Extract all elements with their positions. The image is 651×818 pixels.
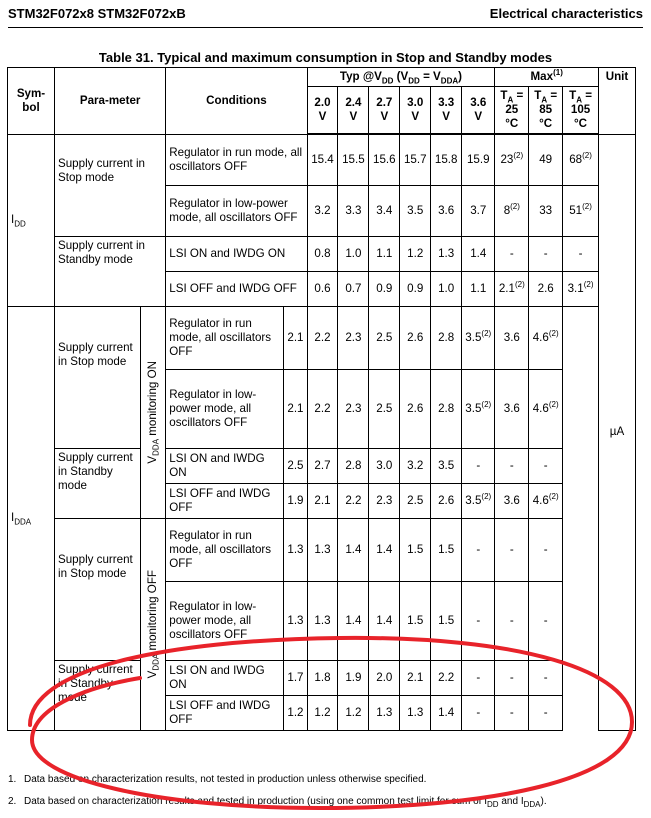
col-voltage: 3.0 V xyxy=(400,87,431,135)
typ-value: 1.5 xyxy=(400,581,431,660)
condition: Regulator in run mode, all oscillators OFF xyxy=(166,306,284,369)
col-parameter: Para-meter xyxy=(55,68,166,135)
col-voltage: 2.7 V xyxy=(369,87,400,135)
typ-value: 15.8 xyxy=(431,134,462,185)
typ-value: 0.9 xyxy=(369,271,400,306)
max-value: - xyxy=(495,518,529,581)
max-value: 8$^{(2)}$ xyxy=(495,185,529,236)
symbol-idd: $I_{DD}$ xyxy=(8,134,55,306)
page-header xyxy=(8,6,643,26)
typ-value: 0.7 xyxy=(338,271,369,306)
max-value: - xyxy=(462,581,495,660)
condition: Regulator in low-power mode, all oscillators OFF xyxy=(166,185,307,236)
max-value: 33 xyxy=(529,185,563,236)
max-value: 4.6$^{(2)}$ xyxy=(529,483,563,518)
typ-value: 3.6 xyxy=(431,185,462,236)
param-stop: Supply current in Stop mode xyxy=(55,134,166,236)
typ-value: 1.4 xyxy=(338,518,369,581)
condition: LSI OFF and IWDG OFF xyxy=(166,483,284,518)
max-value: 3.6 xyxy=(495,369,529,448)
col-temperature: $T_A$ = 85 °C xyxy=(529,87,563,135)
typ-value: 3.7 xyxy=(462,185,495,236)
typ-value: 2.6 xyxy=(400,369,431,448)
typ-value: 1.3 xyxy=(431,236,462,271)
max-value: 2.6 xyxy=(529,271,563,306)
monitoring-label: $V_{DDA}$ monitoring OFF xyxy=(141,518,166,730)
typ-value: 1.4 xyxy=(338,581,369,660)
typ-value: 1.3 xyxy=(400,695,431,730)
col-unit: Unit xyxy=(599,68,636,135)
consumption-table xyxy=(7,67,636,731)
monitoring-label: $V_{DDA}$ monitoring ON xyxy=(141,306,166,518)
typ-value: 1.1 xyxy=(462,271,495,306)
col-voltage: 3.6 V xyxy=(462,87,495,135)
col-temperature: $T_A$ = 105 °C xyxy=(563,87,599,135)
max-value: - xyxy=(462,518,495,581)
col-voltage: 2.0 V xyxy=(307,87,338,135)
max-value: 3.5$^{(2)}$ xyxy=(462,483,495,518)
typ-value: 2.8 xyxy=(338,448,369,483)
max-value: - xyxy=(529,695,563,730)
param-standby: Supply current in Standby mode xyxy=(55,660,141,730)
typ-value: 1.5 xyxy=(431,581,462,660)
typ-value: 0.6 xyxy=(307,271,338,306)
max-value: 3.5$^{(2)}$ xyxy=(462,306,495,369)
typ-value: 15.9 xyxy=(462,134,495,185)
table-caption: Table 31. Typical and maximum consumption in Stop and Standby modes xyxy=(98,50,553,65)
condition: Regulator in run mode, all oscillators OFF xyxy=(166,134,307,185)
typ-value: 1.2 xyxy=(284,695,307,730)
max-value: - xyxy=(462,660,495,695)
typ-value: 2.7 xyxy=(307,448,338,483)
typ-value: 3.0 xyxy=(369,448,400,483)
typ-value: 1.4 xyxy=(369,581,400,660)
typ-value: 1.4 xyxy=(431,695,462,730)
header-section-title: Electrical characteristics xyxy=(489,6,643,21)
max-value: - xyxy=(495,695,529,730)
typ-value: 2.8 xyxy=(431,369,462,448)
typ-value: 1.1 xyxy=(369,236,400,271)
param-standby: Supply current in Standby mode xyxy=(55,236,166,306)
typ-value: 3.5 xyxy=(431,448,462,483)
typ-value: 2.3 xyxy=(369,483,400,518)
table-row xyxy=(8,236,636,271)
max-value: 2.1$^{(2)}$ xyxy=(495,271,529,306)
typ-value: 1.2 xyxy=(307,695,338,730)
typ-value: 2.3 xyxy=(338,369,369,448)
condition: LSI ON and IWDG ON xyxy=(166,236,307,271)
max-value: 4.6$^{(2)}$ xyxy=(529,369,563,448)
typ-value: 3.3 xyxy=(338,185,369,236)
max-value: - xyxy=(462,695,495,730)
typ-value: 2.0 xyxy=(369,660,400,695)
max-value: 51$^{(2)}$ xyxy=(563,185,599,236)
max-value: 4.6$^{(2)}$ xyxy=(529,306,563,369)
condition: Regulator in low-power mode, all oscillators OFF xyxy=(166,369,284,448)
condition: Regulator in low-power mode, all oscillators OFF xyxy=(166,581,284,660)
max-value: - xyxy=(529,236,563,271)
typ-value: 1.7 xyxy=(284,660,307,695)
col-voltage: 3.3 V xyxy=(431,87,462,135)
max-value: 3.1$^{(2)}$ xyxy=(563,271,599,306)
max-value: - xyxy=(529,660,563,695)
typ-value: 2.3 xyxy=(338,306,369,369)
typ-value: 0.8 xyxy=(307,236,338,271)
typ-value: 2.1 xyxy=(400,660,431,695)
col-typ: Typ $@V_{DD}$ $(V_{DD} = V_{DDA})$ xyxy=(307,68,495,87)
typ-value: 1.5 xyxy=(400,518,431,581)
max-value: - xyxy=(495,660,529,695)
header-rule xyxy=(8,27,643,28)
typ-value: 1.0 xyxy=(338,236,369,271)
typ-value: 1.9 xyxy=(338,660,369,695)
typ-value: 3.2 xyxy=(400,448,431,483)
col-symbol: Sym-bol xyxy=(8,68,55,135)
condition: LSI OFF and IWDG OFF xyxy=(166,271,307,306)
max-value: - xyxy=(495,448,529,483)
header-part-number: STM32F072x8 STM32F072xB xyxy=(8,6,186,21)
typ-value: 2.1 xyxy=(284,306,307,369)
typ-value: 3.2 xyxy=(307,185,338,236)
typ-value: 1.4 xyxy=(462,236,495,271)
table-row xyxy=(8,660,636,695)
typ-value: 15.5 xyxy=(338,134,369,185)
typ-value: 1.3 xyxy=(284,581,307,660)
footnotes xyxy=(8,769,547,813)
typ-value: 1.8 xyxy=(307,660,338,695)
max-value: 23$^{(2)}$ xyxy=(495,134,529,185)
typ-value: 1.3 xyxy=(369,695,400,730)
typ-value: 2.2 xyxy=(307,369,338,448)
typ-value: 1.9 xyxy=(284,483,307,518)
typ-value: 3.4 xyxy=(369,185,400,236)
typ-value: 2.2 xyxy=(431,660,462,695)
col-conditions: Conditions xyxy=(166,68,307,135)
typ-value: 2.5 xyxy=(284,448,307,483)
param-stop: Supply current in Stop mode xyxy=(55,306,141,448)
table-row xyxy=(8,134,636,185)
typ-value: 1.3 xyxy=(284,518,307,581)
table-row xyxy=(8,448,636,483)
table-row xyxy=(8,306,636,369)
typ-value: 1.5 xyxy=(431,518,462,581)
max-value: 3.6 xyxy=(495,483,529,518)
typ-value: 15.4 xyxy=(307,134,338,185)
param-standby: Supply current in Standby mode xyxy=(55,448,141,518)
max-value: 3.5$^{(2)}$ xyxy=(462,369,495,448)
max-value: - xyxy=(529,581,563,660)
typ-value: 2.5 xyxy=(369,306,400,369)
typ-value: 1.0 xyxy=(431,271,462,306)
footnote-2: 2. Data based on characterization results and tested in production (using one common test limit for sum of $I_{DD}$ and $I_{DDA}$). xyxy=(8,796,547,809)
typ-value: 2.6 xyxy=(400,306,431,369)
typ-value: 2.1 xyxy=(284,369,307,448)
typ-value: 3.5 xyxy=(400,185,431,236)
table-row xyxy=(8,518,636,581)
typ-value: 1.2 xyxy=(338,695,369,730)
condition: LSI ON and IWDG ON xyxy=(166,660,284,695)
condition: Regulator in run mode, all oscillators OFF xyxy=(166,518,284,581)
max-value: 3.6 xyxy=(495,306,529,369)
max-value: - xyxy=(563,236,599,271)
max-value: - xyxy=(495,581,529,660)
typ-value: 1.2 xyxy=(400,236,431,271)
typ-value: 0.9 xyxy=(400,271,431,306)
col-voltage: 2.4 V xyxy=(338,87,369,135)
max-value: - xyxy=(495,236,529,271)
typ-value: 2.6 xyxy=(431,483,462,518)
condition: LSI ON and IWDG ON xyxy=(166,448,284,483)
typ-value: 2.8 xyxy=(431,306,462,369)
typ-value: 1.4 xyxy=(369,518,400,581)
max-value: 68$^{(2)}$ xyxy=(563,134,599,185)
max-value: - xyxy=(462,448,495,483)
typ-value: 2.2 xyxy=(338,483,369,518)
typ-value: 1.3 xyxy=(307,581,338,660)
typ-value: 1.3 xyxy=(307,518,338,581)
typ-value: 15.6 xyxy=(369,134,400,185)
col-max: Max$^{(1)}$ xyxy=(495,68,599,87)
typ-value: 15.7 xyxy=(400,134,431,185)
col-temperature: $T_A$ = 25 °C xyxy=(495,87,529,135)
max-value: - xyxy=(529,518,563,581)
typ-value: 2.2 xyxy=(307,306,338,369)
symbol-idda: $I_{DDA}$ xyxy=(8,306,55,730)
typ-value: 2.5 xyxy=(400,483,431,518)
unit-value: µA xyxy=(599,134,636,730)
condition: LSI OFF and IWDG OFF xyxy=(166,695,284,730)
typ-value: 2.5 xyxy=(369,369,400,448)
max-value: - xyxy=(529,448,563,483)
footnote-1: 1. Data based on characterization results, not tested in production unless otherwise specified. xyxy=(8,774,427,785)
typ-value: 2.1 xyxy=(307,483,338,518)
max-value: 49 xyxy=(529,134,563,185)
param-stop: Supply current in Stop mode xyxy=(55,518,141,660)
